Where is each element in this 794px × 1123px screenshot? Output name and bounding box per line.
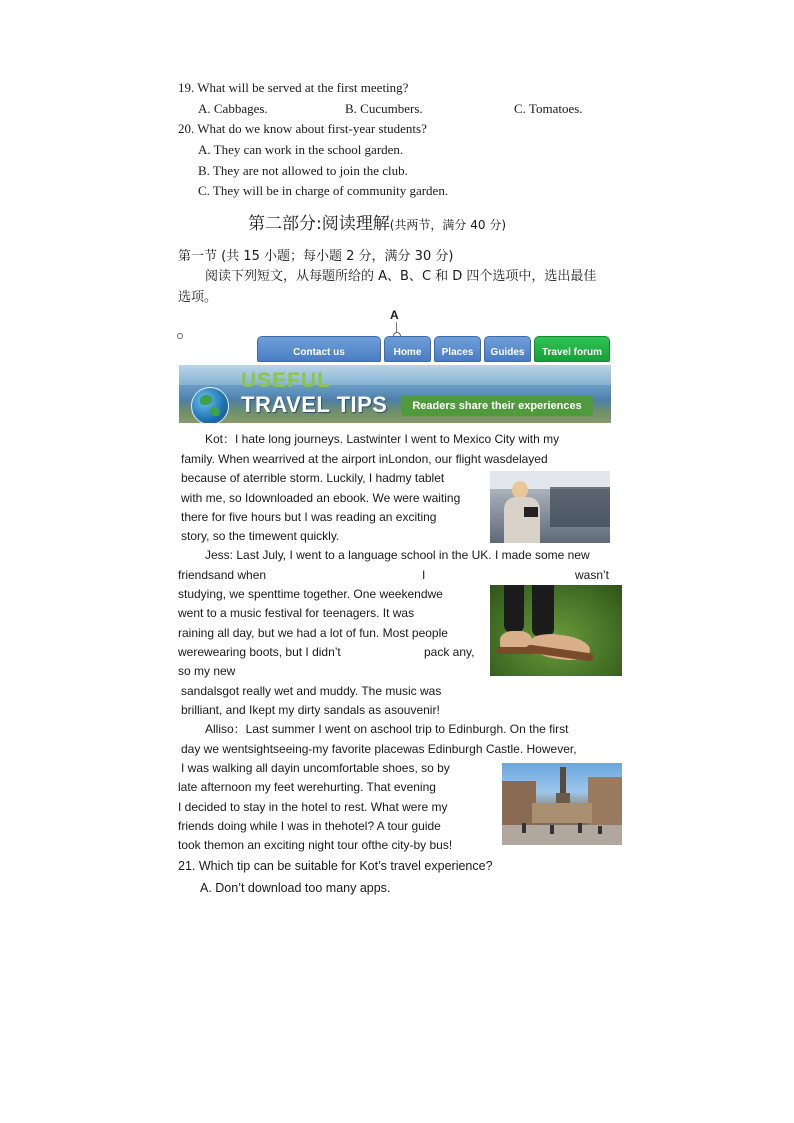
tab-guides[interactable]: Guides bbox=[484, 336, 531, 362]
question-20-option-a: A. They can work in the school garden. bbox=[198, 142, 404, 157]
globe-icon bbox=[191, 387, 229, 423]
question-20-stem: 20. What do we know about first-year students? bbox=[178, 121, 427, 136]
jess-line-3: studying, we spenttime together. One weekendwe bbox=[178, 587, 443, 601]
edinburgh-street-photo bbox=[502, 763, 622, 845]
question-20-option-c: C. They will be in charge of community garden. bbox=[198, 183, 449, 198]
alliso-line-5: I decided to stay in the hotel to rest. What were my bbox=[178, 800, 448, 814]
jess-line-9: brilliant, and Ikept my dirty sandals as asouvenir! bbox=[181, 703, 440, 717]
question-21-option-a: A. Don’t download too many apps. bbox=[200, 881, 391, 895]
kot-line-5: there for five hours but I was reading an exciting bbox=[181, 510, 437, 524]
part2-heading bbox=[248, 209, 506, 234]
jess-line-5: raining all day, but we had a lot of fun. Most people bbox=[178, 626, 448, 640]
jess-line-6-end: pack any, bbox=[424, 645, 475, 659]
tab-places[interactable]: Places bbox=[434, 336, 481, 362]
alliso-line-3: I was walking all dayin uncomfortable shoes, so by bbox=[181, 761, 450, 775]
jess-line-2-end: wasn’t bbox=[575, 568, 610, 582]
alliso-line-2: day we wentsightseeing-my favorite placewas Edinburgh Castle. However, bbox=[181, 742, 577, 756]
instruction-line-1: 阅读下列短文，从每题所给的 A、B、C 和 D 四个选项中，选出最佳 bbox=[205, 269, 597, 284]
jess-line-8: sandalsgot really wet and muddy. The music was bbox=[181, 684, 442, 698]
tab-home[interactable]: Home bbox=[384, 336, 431, 362]
banner-title-line1: USEFUL bbox=[241, 369, 331, 392]
section1-header: 第一节 (共 15 小题；每小题 2 分，满分 30 分) bbox=[178, 249, 454, 264]
passage-label: A bbox=[390, 308, 399, 322]
kot-line-1: Kot：I hate long journeys. Lastwinter I went to Mexico City with my bbox=[205, 432, 560, 446]
airport-tablet-photo bbox=[490, 471, 610, 543]
muddy-sandals-photo bbox=[490, 585, 622, 676]
alliso-line-6: friends doing while I was in thehotel? A tour guide bbox=[178, 819, 441, 833]
part2-title: 第二部分:阅读理解 bbox=[248, 214, 390, 234]
instruction-line-2: 选项。 bbox=[178, 290, 218, 305]
question-19-option-c: C. Tomatoes. bbox=[514, 101, 583, 116]
kot-line-2: family. When wearrived at the airport inLondon, our flight wasdelayed bbox=[181, 452, 548, 466]
question-19-option-a: A. Cabbages. bbox=[198, 101, 268, 116]
banner-subtitle: Readers share their experiences bbox=[401, 396, 593, 416]
tab-contact-us[interactable]: Contact us bbox=[257, 336, 381, 362]
alliso-line-7: took themon an exciting night tour ofthe city-by bus! bbox=[178, 838, 453, 852]
banner-title-line2: TRAVEL TIPS bbox=[241, 392, 388, 417]
alliso-line-4: late afternoon my feet werehurting. That evening bbox=[178, 780, 436, 794]
jess-line-2-i: I bbox=[422, 568, 426, 582]
part2-title-note: (共两节，满分 40 分) bbox=[389, 218, 506, 232]
jess-line-7: so my new bbox=[178, 664, 236, 678]
selection-corner-mark bbox=[177, 333, 183, 339]
travel-tips-banner bbox=[179, 365, 611, 423]
jess-line-1: Jess: Last July, I went to a language school in the UK. I made some new bbox=[205, 548, 590, 562]
kot-line-3: because of aterrible storm. Luckily, I hadmy tablet bbox=[181, 471, 445, 485]
jess-line-2: friendsand when bbox=[178, 568, 267, 582]
question-19-stem: 19. What will be served at the first meeting? bbox=[178, 80, 409, 95]
alliso-line-1: Alliso：Last summer I went on aschool trip to Edinburgh. On the first bbox=[205, 722, 569, 736]
kot-line-4: with me, so Idownloaded an ebook. We were waiting bbox=[181, 491, 461, 505]
question-19-option-b: B. Cucumbers. bbox=[345, 101, 423, 116]
kot-line-6: story, so the timewent quickly. bbox=[181, 529, 340, 543]
jess-line-4: went to a music festival for teenagers. It was bbox=[178, 606, 415, 620]
question-21-stem: 21. Which tip can be suitable for Kot’s travel experience? bbox=[178, 859, 493, 873]
tab-travel-forum[interactable]: Travel forum bbox=[534, 336, 610, 362]
jess-line-6: werewearing boots, but I didn’t bbox=[178, 645, 341, 659]
question-20-option-b: B. They are not allowed to join the club. bbox=[198, 163, 408, 178]
